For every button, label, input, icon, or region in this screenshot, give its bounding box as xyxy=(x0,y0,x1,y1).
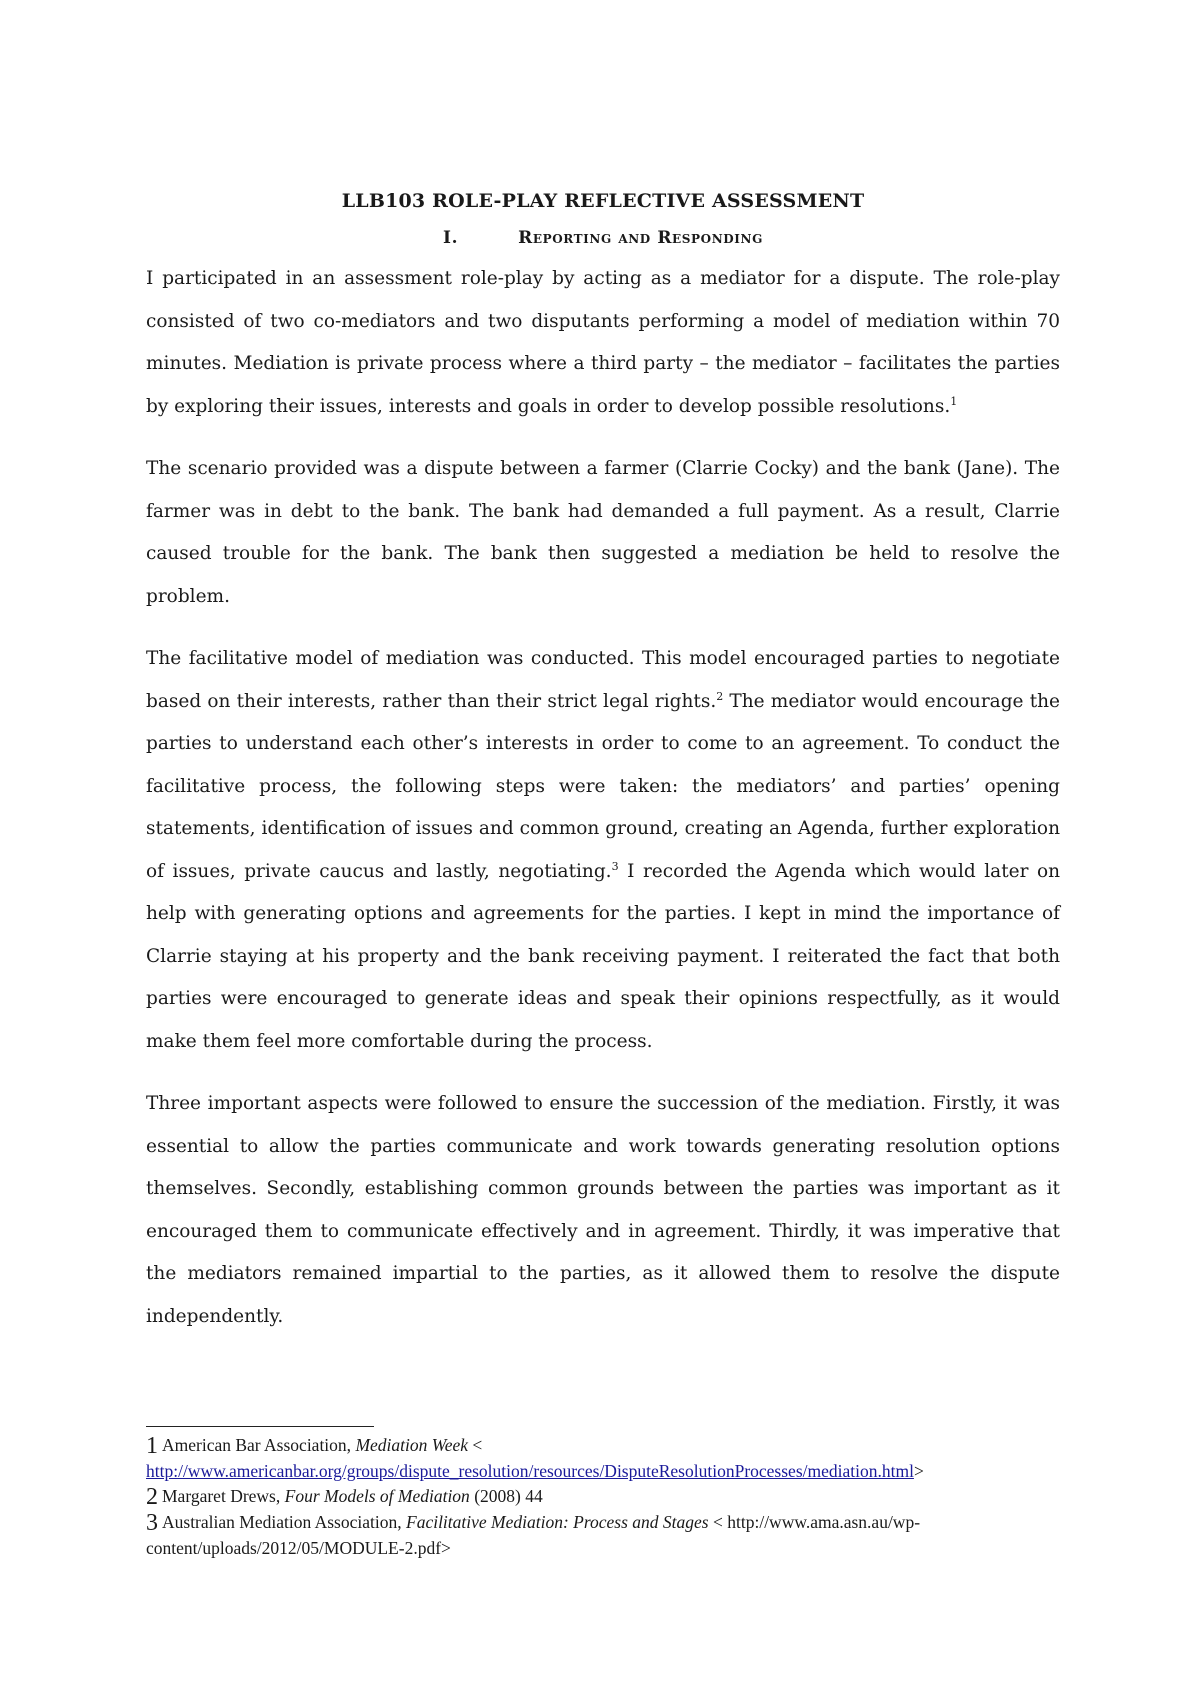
footnote-1 xyxy=(146,1433,1060,1484)
footnote-mark: 1 xyxy=(146,1433,158,1459)
footnotes xyxy=(146,1433,1060,1561)
paragraph-2 xyxy=(146,448,1060,618)
section-heading xyxy=(146,228,1060,248)
paragraph-4 xyxy=(146,1083,1060,1338)
footnote-mark: 2 xyxy=(146,1484,158,1510)
paragraph-text: I recorded the Agenda which would later on help with generating options and agreements for the parties. I kept in mind the importance of Clarrie staying at his property and the bank receiving payment. I reiterated the fact that both parties were encouraged to generate ideas and speak their opinions respectfully, as it would make them feel more comfortable during the process. xyxy=(146,860,1061,1052)
document-body xyxy=(146,190,1060,1358)
footnote-2 xyxy=(146,1484,1060,1510)
paragraph-3 xyxy=(146,638,1060,1063)
paragraph-1 xyxy=(146,258,1060,428)
footnote-work: Facilitative Mediation: Process and Stages xyxy=(406,1512,709,1532)
footnote-ref-3[interactable]: 3 xyxy=(611,859,619,873)
footnote-author: American Bar Association, xyxy=(162,1435,356,1455)
document-title: LLB103 ROLE-PLAY REFLECTIVE ASSESSMENT xyxy=(341,190,865,212)
footnote-divider xyxy=(146,1426,374,1427)
paragraph-text: The scenario provided was a dispute between a farmer (Clarrie Cocky) and the bank (Jane). The farmer was in debt to the bank. The bank had demanded a full payment. As a result, Clarrie caused trouble for the bank. The bank then suggested a mediation be held to resolve the problem. xyxy=(146,458,1060,607)
footnote-author: Australian Mediation Association, xyxy=(162,1512,406,1532)
paragraph-text: The mediator would encourage the parties to understand each other’s interests in order to come to an agreement. To conduct the facilitative process, the following steps were taken: the mediators’ and parties’ opening statements, identification of issues and common ground, creating an Agenda, further exploration of issues, private caucus and lastly, negotiating. xyxy=(146,690,1060,882)
footnote-work: Mediation Week xyxy=(355,1435,469,1455)
footnote-ref-1[interactable]: 1 xyxy=(950,394,958,408)
paragraph-text: Three important aspects were followed to ensure the succession of the mediation. Firstly, it was essential to allow the parties communicate and work towards generating resolution options themselves. Secondly, establishing common grounds between the parties was important as it encouraged them to communicate effectively and in agreement. Thirdly, it was imperative that the mediators remained impartial to the parties, as it allowed them to resolve the dispute independently. xyxy=(146,1093,1060,1327)
footnote-mark: 3 xyxy=(146,1510,158,1536)
footnote-ref-2[interactable]: 2 xyxy=(716,689,724,703)
footnote-3 xyxy=(146,1510,1060,1561)
section-title: Reporting and Responding xyxy=(518,228,763,248)
footnote-link[interactable]: http://www.americanbar.org/groups/dispute_resolution/resources/DisputeResolutionProcesses/mediation.html xyxy=(146,1461,914,1481)
section-number: I. xyxy=(443,228,459,248)
footnote-text: > xyxy=(913,1461,924,1481)
footnote-text: < http://www.ama.asn.au/wp-content/uploads/2012/05/MODULE-2.pdf> xyxy=(146,1512,921,1558)
footnote-text: (2008) 44 xyxy=(469,1486,543,1506)
paragraph-text: The facilitative model of mediation was conducted. This model encouraged parties to negotiate based on their interests, rather than their strict legal rights. xyxy=(146,648,1060,712)
footnote-text: < xyxy=(468,1435,483,1455)
footnote-author: Margaret Drews, xyxy=(162,1486,285,1506)
paragraph-text: I participated in an assessment role-play by acting as a mediator for a dispute. The role-play consisted of two co-mediators and two disputants performing a model of mediation within 70 minutes. Mediation is private process where a third party – the mediator – facilitates the parties by exploring their issues, interests and goals in order to develop possible resolutions. xyxy=(146,268,1060,417)
footnote-work: Four Models of Mediation xyxy=(284,1486,470,1506)
